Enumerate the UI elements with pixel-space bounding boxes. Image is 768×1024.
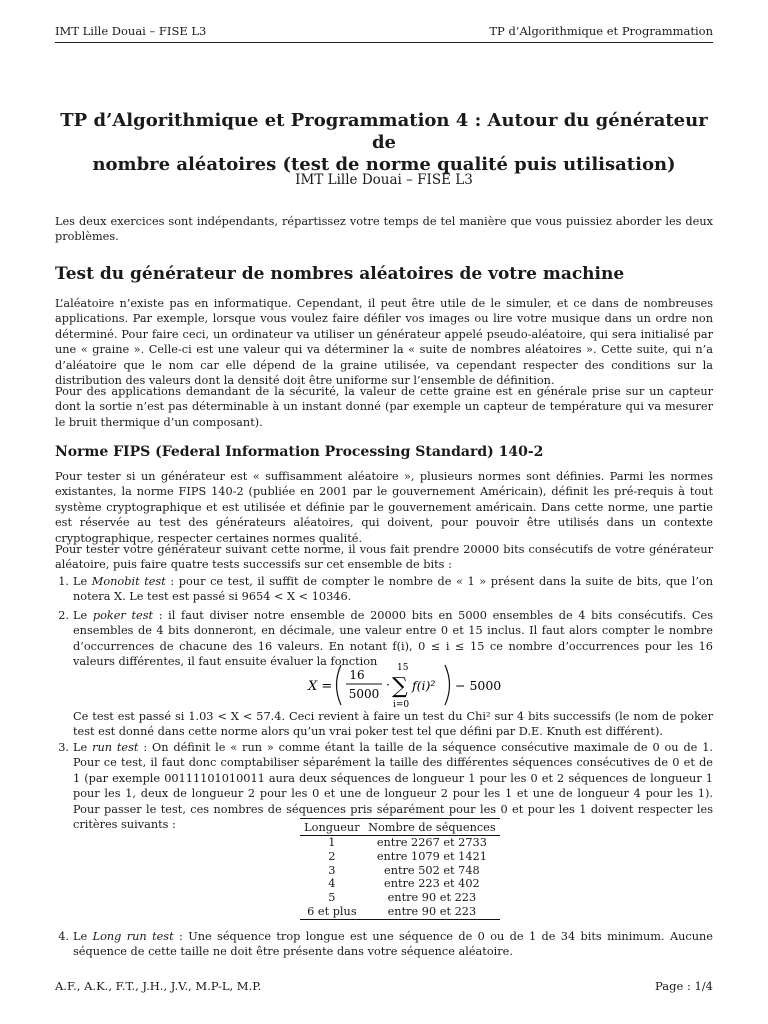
column-header: Longueur: [300, 819, 364, 836]
formula-numerator: 16: [349, 668, 365, 682]
table-header-row: [300, 819, 500, 836]
author-line: IMT Lille Douai – FISE L3: [295, 172, 473, 188]
formula-body: f(i)²: [412, 678, 436, 693]
list-item-text: : pour ce test, il suffit de compter le nombre de « 1 » présent dans la suite de bits, que l’on notera X. Le test est passé si 9654 < X < 10346.: [73, 575, 714, 604]
test-name: Monobit test: [91, 575, 166, 588]
list-item-text: : On définit le « run » comme étant la taille de la séquence consécutive maximale de 0 ou de 1. Pour ce test, il faut donc comptabiliser séparément la taille des différentes séquences consécutives de 0 et de 1 (par exemple 00111101010011 aura deux séquences de longueur 1 pour les 0 et 2 séquences de longueur 1 pour les 1, deux de longueur 2 pour les 0 et une de longueur 2 pour les 1 et une de longueur 4 pour les 1). Pour passer le test, ces nombres de séquences pris séparément pour les 0 et pour les 1 doivent respecter les critères suivants :: [73, 741, 714, 832]
right-paren-icon: [445, 665, 450, 705]
list-item-prefix: Le: [73, 575, 92, 588]
table-row: [300, 864, 500, 878]
table-cell: 3: [328, 863, 336, 877]
title-line-1: TP d’Algorithmique et Programmation 4 : Autour du générateur de: [60, 110, 708, 153]
document-title: [55, 110, 713, 176]
list-item-text: : Une séquence trop longue est une séquence de 0 ou de 1 de 34 bits minimum. Aucune séquence de cette taille ne doit être présente dans votre séquence aléatoire.: [73, 930, 713, 959]
test-name: Long run test: [92, 930, 174, 943]
list-number: 3.: [58, 741, 69, 754]
formula-rhs: − 5000: [455, 678, 502, 693]
left-paren-icon: [337, 665, 342, 705]
test-name: poker test: [92, 609, 154, 622]
table-cell: entre 502 et 748: [384, 863, 480, 877]
run-lengths-table: [300, 818, 500, 920]
section1-paragraph-2: Pour des applications demandant de la sécurité, la valeur de cette graine est en générale prise sur un capteur dont la sortie n’est pas déterminable à un instant donné (par exemple un capteur de température qui va mesurer le bruit thermique d’un composant).: [55, 385, 713, 429]
section-heading-fips: Norme FIPS (Federal Information Processing Standard) 140-2: [55, 444, 544, 460]
list-number: 2.: [58, 609, 69, 622]
sum-lower-bound: i=0: [393, 700, 410, 710]
title-line-2: nombre aléatoires (test de norme qualité puis utilisation): [92, 154, 676, 175]
section1-paragraph-1: L’aléatoire n’existe pas en informatique. Cependant, il peut être utile de le simuler, et ce dans de nombreuses applications. Par exemple, lorsque vous voulez faire défiler vos images ou lire votre musique dans un ordre non déterminé. Pour faire ceci, un ordinateur va utiliser un générateur appelé pseudo-aléatoire, qui sera initialisé par une « graine ». Celle-ci est une valeur qui va déterminer la « suite de nombres aléatoires ». Cette suite, qui n’a d’aléatoire que le nom car elle dépend de la graine utilisée, va cependant respecter des conditions sur la distribution des valeurs dont la densité doit être uniforme sur l’ensemble de définition.: [55, 297, 713, 388]
list-item-monobit: [58, 574, 714, 605]
table-cell: entre 2267 et 2733: [376, 836, 487, 849]
table-row: [300, 836, 500, 850]
table-cell: entre 223 et 402: [384, 877, 480, 891]
header-rule: [55, 42, 713, 43]
section2-paragraph-2: Pour tester votre générateur suivant cette norme, il vous fait prendre 20000 bits consécutifs de votre générateur aléatoire, puis faire quatre tests successifs sur cet ensemble de bits :: [55, 543, 713, 572]
list-number: 1.: [58, 575, 69, 588]
table-cell: 1: [328, 836, 336, 849]
sum-upper-bound: 15: [397, 663, 409, 673]
table-cell: entre 90 et 223: [387, 891, 477, 905]
formula-lhs: X =: [308, 679, 333, 694]
page-number: Page : 1/4: [655, 979, 713, 993]
table-cell: 2: [328, 849, 336, 863]
section-heading-generator: Test du générateur de nombres aléatoires de votre machine: [55, 264, 625, 284]
table-cell: 4: [328, 877, 336, 891]
footer-authors: A.F., A.K., F.T., J.H., J.V., M.P-L, M.P.: [55, 979, 262, 993]
table-row: [300, 850, 500, 864]
poker-formula: [0, 661, 768, 710]
list-item-prefix: Le: [73, 741, 93, 754]
table-cell: entre 1079 et 1421: [376, 849, 487, 863]
page-header: [55, 24, 713, 38]
header-left: IMT Lille Douai – FISE L3: [55, 24, 207, 38]
list-item-prefix: Le: [73, 609, 93, 622]
intro-paragraph: Les deux exercices sont indépendants, répartissez votre temps de tel manière que vous puissiez aborder les deux problèmes.: [55, 215, 713, 244]
formula-denominator: 5000: [348, 687, 380, 701]
list-number: 4.: [58, 930, 69, 943]
table-cell: 6 et plus: [300, 905, 364, 919]
table-cell: entre 90 et 223: [364, 905, 500, 919]
test-name: run test: [92, 741, 139, 754]
column-header: Nombre de séquences: [364, 819, 500, 836]
table-row: [300, 905, 500, 919]
section2-paragraph-1: Pour tester si un générateur est « suffisamment aléatoire », plusieurs normes sont définies. Parmi les normes existantes, la norme FIPS 140-2 (publiée en 2001 par le gouvernement Américain), définit les pré-requis à tout système cryptographique et est utilisée et définie par le gouvernement américain. Dans cette norme, une partie est réservée au test des générateurs aléatoires, qui doivent, pour pouvoir être utilisés dans un contexte cryptographique, respecter certaines normes qualité.: [55, 470, 713, 545]
table-row: [300, 877, 500, 891]
sigma-icon: ∑: [392, 674, 408, 699]
table-cell: 5: [328, 891, 336, 905]
table-row: [300, 891, 500, 905]
list-item-prefix: Le: [73, 930, 93, 943]
list-item-text: : il faut diviser notre ensemble de 20000 bits en 5000 ensembles de 4 bits consécutifs. Ces ensembles de 4 bits donneront, en décimale, une valeur entre 0 et 15 inclus. Il faut alors compter le nombre d’occurrences de chacune des 16 valeurs. En notant f(i), 0 ≤ i ≤ 15 ce nombre d’occurrences pour les 16 valeurs différentes, il faut ensuite évaluer la fonction: [73, 609, 713, 669]
multiply-dot: ·: [386, 678, 390, 692]
poker-test-criteria: Ce test est passé si 1.03 < X < 57.4. Ceci revient à faire un test du Chi² sur 4 bits successifs (le nom de poker test est donné dans cette norme alors qu’un vrai poker test tel que défini par D.E. Knuth est différent).: [73, 710, 713, 739]
list-item-long-run: [58, 929, 713, 960]
header-right: TP d’Algorithmique et Programmation: [489, 24, 713, 38]
page-footer: [55, 979, 713, 993]
